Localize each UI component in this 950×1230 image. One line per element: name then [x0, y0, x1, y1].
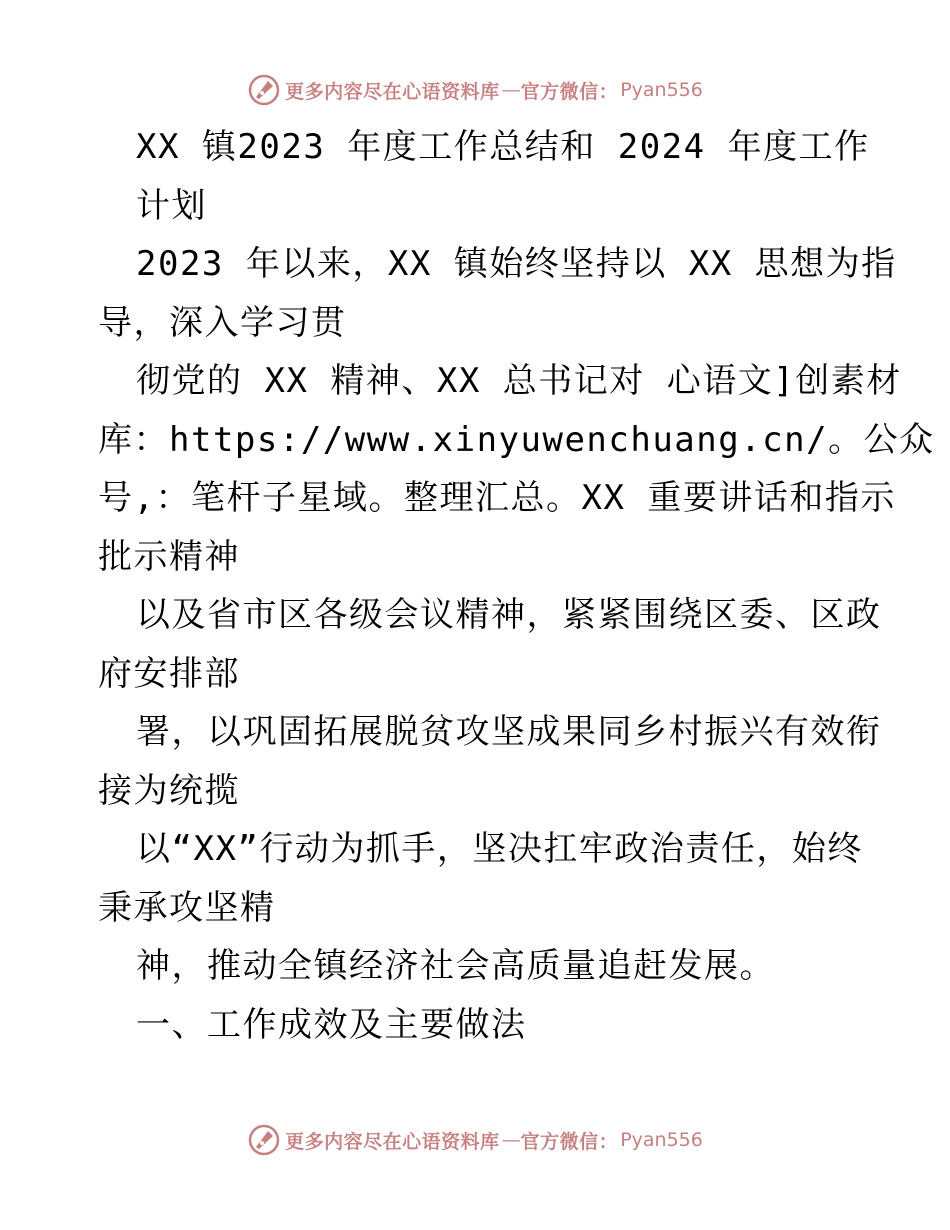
paragraph-line: 以“XX”行动为抓手，坚决扛牢政治责任，始终 [136, 829, 863, 869]
watermark-label: 官方微信： [520, 1130, 619, 1153]
watermark-dash: — [501, 79, 519, 101]
watermark-id: Pyan556 [620, 79, 703, 101]
paragraph-line: 库：https://www.xinyuwenchuang.cn/。公众 [98, 419, 935, 460]
header-watermark [0, 70, 950, 110]
watermark-dash: — [501, 1129, 519, 1151]
paragraph-line: 2023 年以来，XX 镇始终坚持以 XX 思想为指 [136, 244, 897, 284]
paragraph-line: 署，以巩固拓展脱贫攻坚成果同乡村振兴有效衔 [136, 712, 882, 752]
document-body [98, 118, 935, 1054]
paragraph-line: 号,：笔杆子星域。整理汇总。XX 重要讲话和指示 [98, 478, 896, 518]
title-line: XX 镇2023 年度工作总结和 2024 年度工作 [136, 127, 870, 167]
pen-nib-logo-icon [247, 1123, 281, 1157]
title-line: 计划 [136, 185, 207, 226]
section-heading: 一、工作成效及主要做法 [136, 1004, 527, 1045]
paragraph-line: 彻党的 XX 精神、XX 总书记对 心语文]创素材 [136, 361, 902, 401]
paragraph-line: 秉承攻坚精 [98, 887, 276, 928]
paragraph-line: 以及省市区各级会议精神，紧紧围绕区委、区政 [136, 595, 882, 635]
watermark-label: 官方微信： [520, 80, 619, 103]
footer-watermark [0, 1120, 950, 1160]
paragraph-line: 神，推动全镇经济社会高质量追赶发展。 [136, 946, 775, 986]
paragraph-line: 导，深入学习贯 [98, 302, 347, 343]
paragraph-line: 府安排部 [98, 653, 240, 694]
watermark-text: 更多内容尽在心语资料库 [285, 1130, 500, 1153]
watermark-id: Pyan556 [620, 1129, 703, 1151]
paragraph-line: 批示精神 [98, 536, 240, 577]
watermark-text: 更多内容尽在心语资料库 [285, 80, 500, 103]
pen-nib-logo-icon [247, 73, 281, 107]
paragraph-line: 接为统揽 [98, 770, 240, 811]
